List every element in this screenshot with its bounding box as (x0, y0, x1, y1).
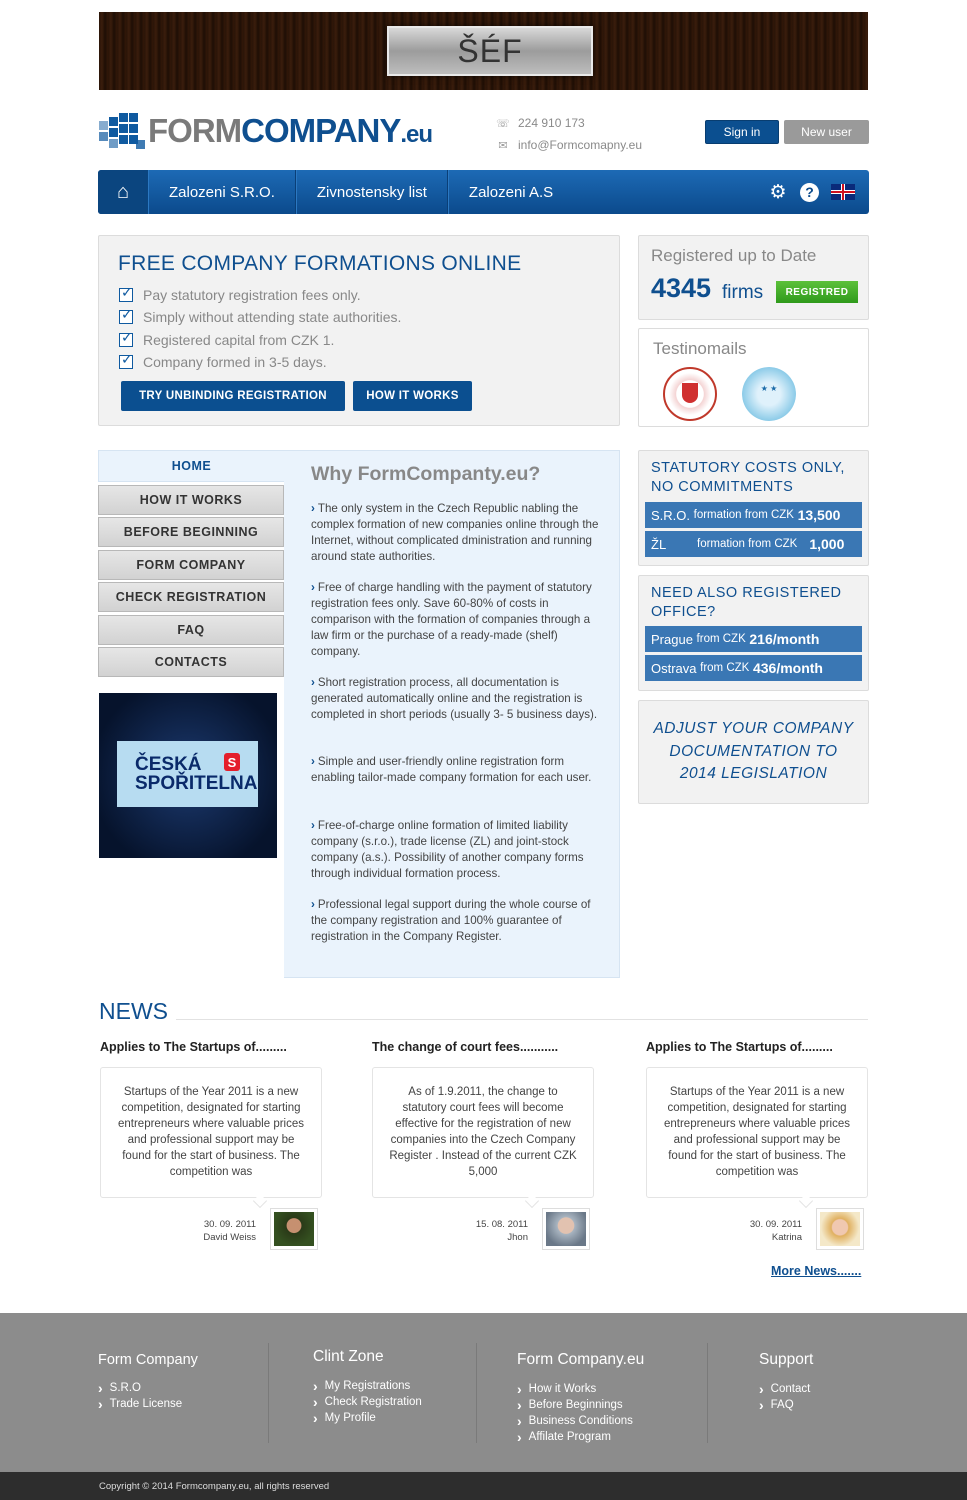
registered-badge[interactable]: REGISTRED (776, 281, 858, 303)
testimonials-title: Testinomails (653, 339, 747, 358)
news-title[interactable]: The change of court fees........... (372, 1040, 559, 1054)
chevron-right-icon: › (311, 819, 315, 832)
chevron-right-icon: › (311, 581, 315, 594)
why-paragraph: › Professional legal support during the whole course of the company registration and 100% guarantee of registration in the Company Register. (311, 898, 591, 943)
costs-title: STATUTORY COSTS ONLY, NO COMMITMENTS (651, 460, 845, 495)
hero-bullets (119, 284, 401, 373)
news-body: Startups of the Year 2011 is a new competition, designated for starting entrepreneurs where valuable prices and professional support may be found for the start of business. The competition was (100, 1067, 322, 1198)
site-logo[interactable] (99, 112, 432, 150)
news-date: 30. 09. 2011 (749, 1219, 802, 1230)
news-item (646, 1040, 870, 1243)
news-item (372, 1040, 596, 1243)
news-heading: NEWS (99, 998, 168, 1024)
help-icon[interactable]: ? (800, 183, 819, 202)
side-menu-contacts[interactable]: CONTACTS (98, 647, 284, 677)
why-paragraph: › Short registration process, all documentation is generated automatically online and the registration is completed in short periods (usually 3- 5 business days). (311, 676, 598, 721)
banner-plaque: ŠÉF (387, 26, 593, 76)
news-author: David Weiss (203, 1232, 256, 1243)
phone-number: 224 910 173 (518, 116, 585, 130)
registered-count: 4345 (651, 273, 712, 303)
nav-item-sro[interactable]: Zalozeni S.R.O. (148, 170, 296, 214)
list-item: ✓ Registered capital from CZK 1. (119, 329, 401, 351)
registered-box (638, 235, 869, 320)
gear-icon[interactable]: ⚙ (769, 181, 787, 203)
hero-panel (98, 235, 620, 426)
avatar (816, 1208, 864, 1250)
news-author: Jhon (507, 1232, 528, 1243)
footer-link[interactable]: › My Profile (313, 1410, 422, 1426)
list-item: ✓ Simply without attending state authorities. (119, 306, 401, 328)
footer-link[interactable]: › Business Conditions (517, 1413, 644, 1429)
more-news-link[interactable]: More News....... (771, 1264, 862, 1278)
footer-col-title: Form Company.eu (517, 1351, 645, 1368)
news-title[interactable]: Applies to The Startups of......... (646, 1040, 833, 1054)
footer-col-title: Form Company (98, 1352, 198, 1368)
logo-word-company: COMPANY (241, 112, 401, 149)
main-nav (98, 170, 869, 214)
news-date: 30. 09. 2011 (203, 1219, 256, 1230)
adjust-documentation-box[interactable]: ADJUST YOUR COMPANY DOCUMENTATION TO 2014 LEGISLATION (638, 700, 869, 804)
avatar (270, 1208, 318, 1250)
side-menu (98, 450, 284, 677)
office-title: NEED ALSO REGISTERED OFFICE? (651, 585, 842, 620)
phone-icon: ☏ (496, 117, 510, 130)
footer (0, 1313, 967, 1472)
bank-logo: ČESKÁ SPOŘITELNA S (117, 741, 258, 807)
top-banner (99, 12, 868, 90)
checkbox-icon (119, 333, 133, 347)
news-title[interactable]: Applies to The Startups of......... (100, 1040, 287, 1054)
footer-link[interactable]: › Trade License (98, 1396, 198, 1412)
footer-link[interactable]: › Before Beginnings (517, 1397, 644, 1413)
list-item: ✓ Pay statutory registration fees only. (119, 284, 401, 306)
logo-word-form: FORM (148, 112, 242, 149)
registered-unit: firms (722, 282, 764, 303)
news-body: As of 1.9.2011, the change to statutory court fees will become effective for the registration of new companies into the Czech Company Register . Instead of the current CZK 5,000 (372, 1067, 594, 1198)
news-divider (176, 1019, 868, 1020)
bank-banner[interactable] (99, 693, 277, 858)
contact-info (496, 114, 642, 158)
chamber-seal-icon (663, 367, 717, 421)
side-menu-before-beginning[interactable]: BEFORE BEGINNING (98, 517, 284, 547)
footer-col (517, 1351, 644, 1445)
bank-mark-icon: S (224, 753, 240, 771)
footer-col (98, 1352, 198, 1412)
email-address[interactable]: info@Formcomapny.eu (518, 138, 643, 152)
why-title: Why FormCompanty.eu? (311, 463, 541, 485)
side-menu-how-it-works[interactable]: HOW IT WORKS (98, 485, 284, 515)
why-paragraph: › Free of charge handling with the payment of statutory registration fees only. Save 60-80% of costs in comparison with the formation of companies through a law firm or the purchase of a ready-made (shelf) company. (311, 581, 592, 658)
office-row-ostrava[interactable]: Ostrava from CZK 436/month (645, 655, 862, 681)
chevron-right-icon: › (311, 502, 315, 515)
why-paragraph: › The only system in the Czech Republic nabling the complex formation of new companies online through the Internet, without complicated dministration and running around state authorities. (311, 502, 599, 563)
footer-link[interactable]: › Affilate Program (517, 1429, 644, 1445)
checkbox-icon (119, 288, 133, 302)
office-box (638, 575, 869, 691)
costs-box (638, 450, 869, 566)
footer-link[interactable]: › How it Works (517, 1381, 644, 1397)
footer-col-title: Clint Zone (313, 1348, 384, 1365)
logo-word-eu: .eu (400, 121, 433, 148)
footer-link[interactable]: › S.R.O (98, 1380, 198, 1396)
list-item: ✓ Company formed in 3-5 days. (119, 351, 401, 373)
signin-button[interactable]: Sign in (705, 120, 779, 144)
news-item (100, 1040, 324, 1243)
nav-item-as[interactable]: Zalozeni A.S (448, 170, 573, 214)
office-row-prague[interactable]: Prague from CZK 216/month (645, 626, 862, 652)
side-menu-check-registration[interactable]: CHECK REGISTRATION (98, 582, 284, 612)
why-paragraph: › Simple and user-friendly online registration form enabling tailor-made company formation for each user. (311, 755, 592, 784)
mail-icon: ✉ (498, 139, 508, 152)
news-author: Katrina (771, 1232, 802, 1243)
footer-link[interactable]: › FAQ (759, 1397, 813, 1413)
side-menu-form-company[interactable]: FORM COMPANY (98, 550, 284, 580)
try-registration-button[interactable]: TRY UNBINDING REGISTRATION (121, 381, 345, 411)
checkbox-icon (119, 310, 133, 324)
nav-item-zivnostensky[interactable]: Zivnostensky list (296, 170, 448, 214)
news-body: Startups of the Year 2011 is a new competition, designated for starting entrepreneurs where valuable prices and professional support may be found for the start of business. The competition was (646, 1067, 868, 1198)
footer-link[interactable]: › Contact (759, 1381, 813, 1397)
new-user-button[interactable]: New user (784, 120, 869, 144)
side-menu-home[interactable]: HOME (98, 450, 284, 482)
chevron-right-icon: › (311, 755, 315, 768)
why-paragraph: › Free-of-charge online formation of limited liability company (s.r.o.), trade license (ZL) and joint-stock company (a.s.). Possibility of another company forms through individual formation process. (311, 819, 584, 880)
footer-link[interactable]: › Check Registration (313, 1394, 422, 1410)
chevron-right-icon: › (311, 898, 315, 911)
registered-title: Registered up to Date (651, 246, 817, 265)
cost-row-sro[interactable]: S.R.O. formation from CZK 13,500 (645, 502, 862, 528)
chevron-right-icon: › (311, 676, 315, 689)
how-it-works-button[interactable]: HOW IT WORKS (353, 381, 472, 411)
testimonials-box (638, 328, 869, 427)
footer-col (313, 1348, 422, 1426)
why-panel (284, 450, 620, 978)
uk-flag-icon[interactable] (831, 184, 855, 200)
cost-row-zl[interactable]: ŽL formation from CZK 1,000 (645, 531, 862, 557)
hero-title: FREE COMPANY FORMATIONS ONLINE (118, 252, 522, 275)
copyright: Copyright © 2014 Formcompany.eu, all rights reserved (0, 1472, 967, 1500)
home-icon[interactable]: ⌂ (98, 170, 148, 214)
footer-link[interactable]: › My Registrations (313, 1378, 422, 1394)
news-date: 15. 08. 2011 (475, 1219, 528, 1230)
avatar (542, 1208, 590, 1250)
enterprise-award-icon: ★ ★ (742, 367, 796, 421)
side-menu-faq[interactable]: FAQ (98, 615, 284, 645)
footer-col-title: Support (759, 1351, 814, 1368)
checkbox-icon (119, 355, 133, 369)
footer-col (759, 1351, 813, 1413)
logo-grid-icon (99, 113, 145, 149)
